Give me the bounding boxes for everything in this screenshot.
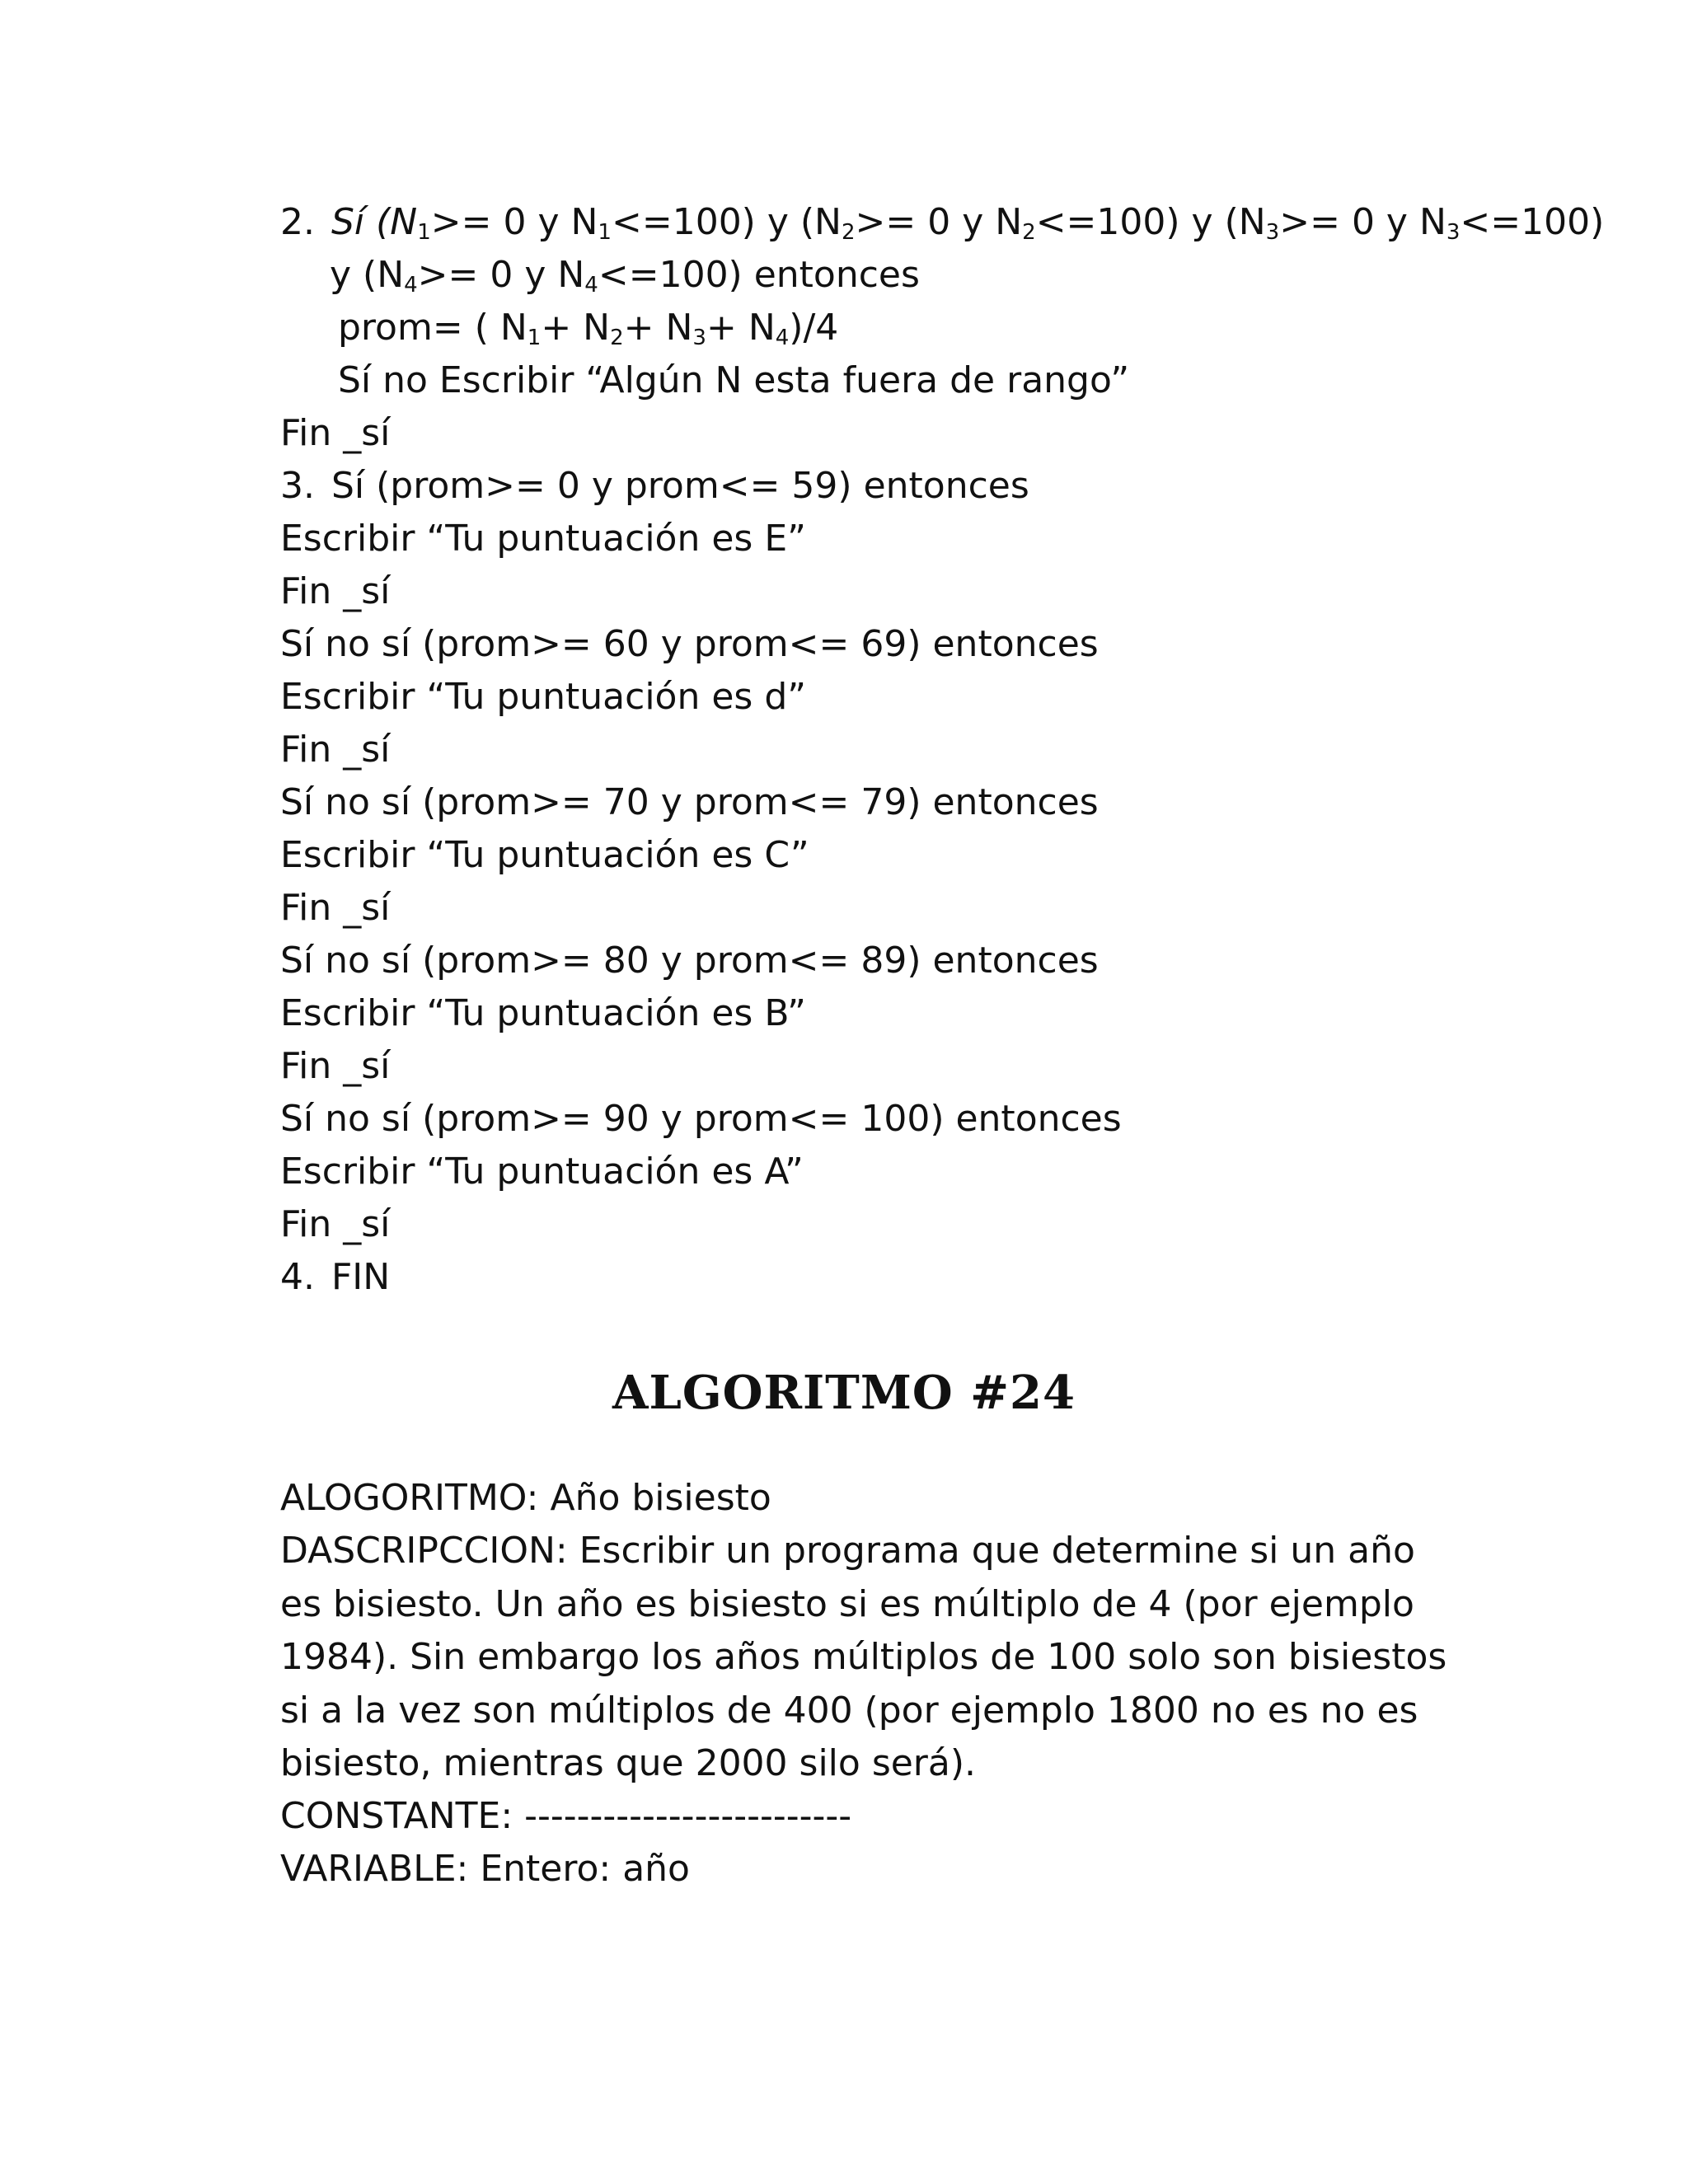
text-segment: )/4	[789, 307, 839, 349]
algorithm-description: DASCRIPCCION: Escribir un programa que determine si un año es bisiesto. Un año es bisiesto si es múltiplo de 4 (por ejemplo 1984). Sin embargo los años múltiplos de 100 solo son bisiestos si a la vez son múltiplos de 400 (por ejemplo 1800 no es no es bisiesto, mientras que 2000 silo será).	[280, 1530, 1447, 1784]
text-segment: + N	[623, 307, 693, 349]
write-line: Escribir “Tu puntuación es A”	[280, 1151, 804, 1193]
subscript: 4	[584, 273, 598, 298]
subscript: 3	[1265, 220, 1280, 245]
subscript: 2	[841, 220, 856, 245]
text-segment: <=100)	[1460, 201, 1605, 243]
step-number-4: 4.	[280, 1256, 315, 1298]
subscript: 3	[692, 326, 706, 350]
end-if-line: Fin _sí	[280, 887, 391, 929]
condition-line-1	[280, 196, 1604, 249]
end-if-line: Fin _sí	[280, 412, 391, 454]
text-segment: >= 0 y N	[430, 201, 598, 243]
condition-line-2	[330, 249, 920, 302]
subscript: 4	[775, 326, 790, 350]
end-if-line: Fin _sí	[280, 729, 391, 771]
else-write-line: Sí no Escribir “Algún N esta fuera de rango”	[338, 359, 1130, 401]
step-number-2: 2.	[280, 201, 315, 243]
constant-line: CONSTANTE: -------------------------	[280, 1795, 852, 1837]
else-if-line: Sí no sí (prom>= 60 y prom<= 69) entonces	[280, 623, 1099, 665]
text-segment: >= 0 y N	[855, 201, 1023, 243]
subscript: 3	[1446, 220, 1461, 245]
end-if-line: Fin _sí	[280, 1203, 391, 1245]
subscript: 1	[598, 220, 612, 245]
subscript: 4	[404, 273, 418, 298]
else-if-line: Sí no sí (prom>= 90 y prom<= 100) entonces	[280, 1098, 1122, 1140]
text-segment: Sí (N	[331, 201, 418, 243]
subscript: 1	[527, 326, 542, 350]
write-line: Escribir “Tu puntuación es d”	[280, 676, 807, 718]
else-if-line: Sí no sí (prom>= 70 y prom<= 79) entonces	[280, 781, 1099, 823]
text-segment: <=100) y (N	[611, 201, 842, 243]
average-line	[338, 302, 838, 354]
subscript: 1	[417, 220, 431, 245]
end-line	[280, 1251, 390, 1304]
text-segment: prom= ( N	[338, 307, 528, 349]
subscript: 2	[1022, 220, 1036, 245]
text-segment: Sí (prom>= 0 y prom<= 59) entonces	[331, 465, 1029, 507]
condition-line-3	[280, 460, 1029, 513]
text-segment: <=100) y (N	[1035, 201, 1266, 243]
subscript: 2	[610, 326, 624, 350]
algorithm-name: ALOGORITMO: Año bisiesto	[280, 1477, 771, 1519]
text-segment: >= 0 y N	[417, 254, 585, 296]
end-if-line: Fin _sí	[280, 570, 391, 612]
end-if-line: Fin _sí	[280, 1045, 391, 1087]
write-line: Escribir “Tu puntuación es E”	[280, 518, 806, 560]
text-segment: >= 0 y N	[1279, 201, 1447, 243]
else-if-line: Sí no sí (prom>= 80 y prom<= 89) entonces	[280, 940, 1099, 982]
write-line: Escribir “Tu puntuación es B”	[280, 992, 806, 1034]
write-line: Escribir “Tu puntuación es C”	[280, 834, 809, 876]
text-segment: + N	[706, 307, 776, 349]
text-segment: FIN	[331, 1256, 391, 1298]
variable-line: VARIABLE: Entero: año	[280, 1848, 690, 1890]
step-number-3: 3.	[280, 465, 315, 507]
text-segment: <=100) entonces	[598, 254, 920, 296]
section-heading: ALGORITMO #24	[612, 1366, 1076, 1420]
text-segment: + N	[541, 307, 611, 349]
text-segment: y (N	[330, 254, 405, 296]
